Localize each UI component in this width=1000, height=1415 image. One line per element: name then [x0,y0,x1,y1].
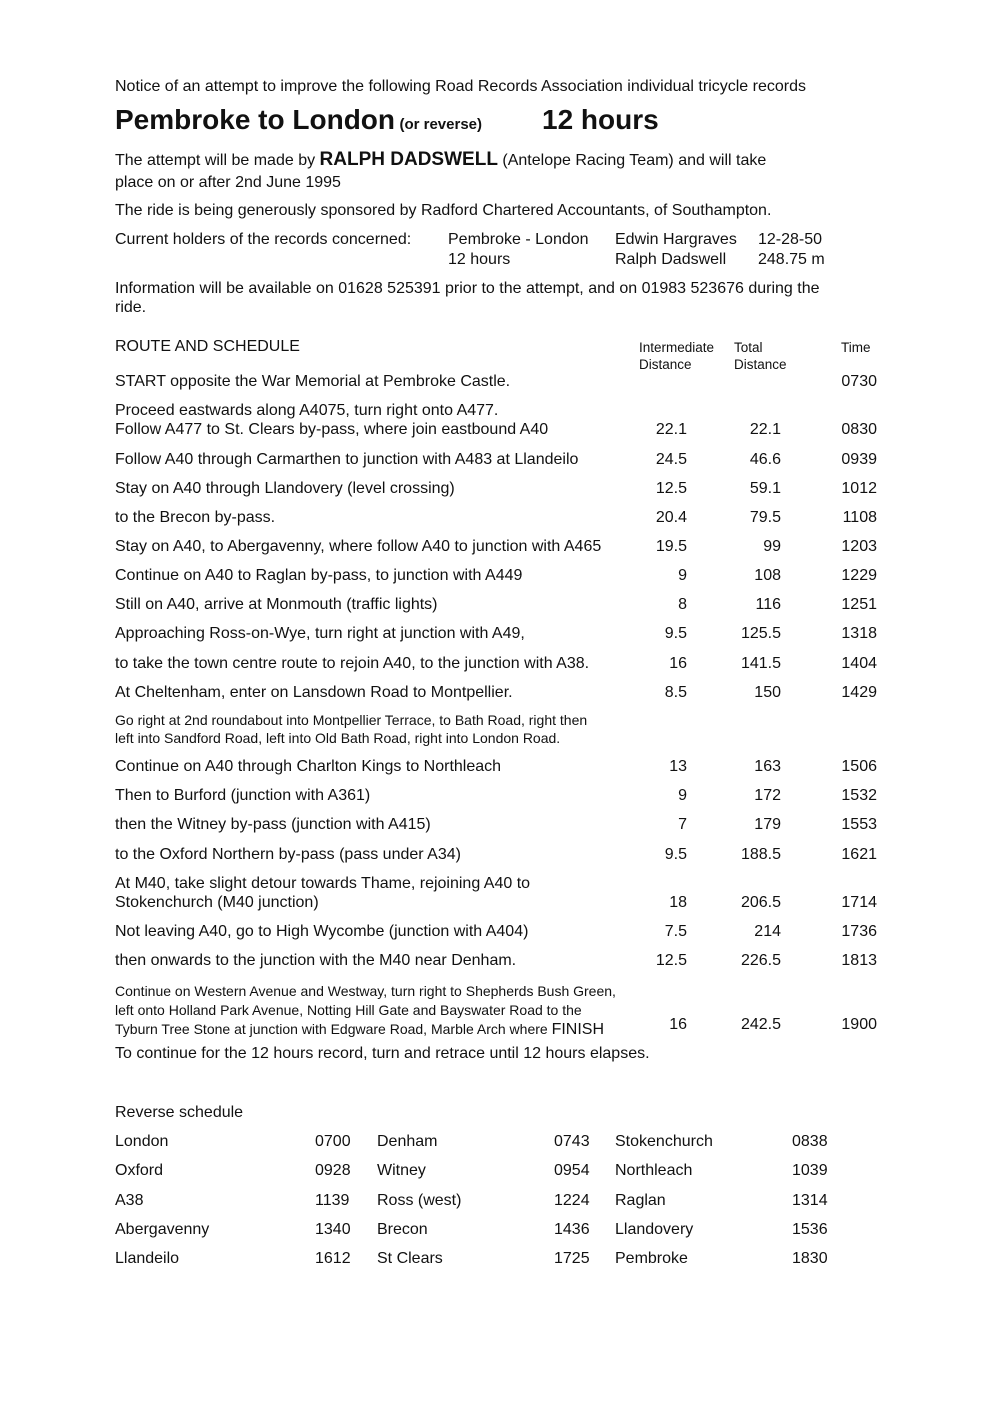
reverse-time: 1436 [554,1220,590,1238]
reverse-time: 1314 [792,1191,828,1209]
schedule-time: 0730 [841,373,877,390]
reverse-place: A38 [115,1191,144,1209]
route-description: Follow A40 through Carmarthen to junction with A483 at Llandeilo [115,451,579,468]
intermediate-distance: 13 [669,758,687,775]
col-intermediate-line2: Distance [639,357,692,372]
total-distance: 150 [754,684,781,701]
final-total: 242.5 [740,1016,781,1033]
reverse-place: Northleach [615,1162,693,1180]
route-heading: ROUTE AND SCHEDULE [115,338,300,355]
intermediate-distance: 9 [678,787,687,804]
continue-note: To continue for the 12 hours record, turn and retrace until 12 hours elapses. [115,1045,650,1062]
finish-word: FINISH [551,1021,605,1038]
schedule-time: 1532 [841,787,877,804]
route-description: Approaching Ross-on-Wye, turn right at junction with A49, [115,625,525,642]
reverse-place: Oxford [115,1162,164,1180]
total-distance: 226.5 [740,952,781,969]
col-total-line1: Total [734,340,763,355]
schedule-time: 1229 [841,567,877,584]
schedule-time: 0830 [841,421,877,438]
route-description: Follow A477 to St. Clears by-pass, where join eastbound A40 [115,421,549,438]
schedule-time: 1736 [841,923,877,940]
route-description: At M40, take slight detour towards Thame, rejoining A40 to [115,875,531,892]
holder-name: Ralph Dadswell [615,251,727,268]
schedule-time: 1012 [841,480,877,497]
info-line-2: ride. [115,299,147,316]
route-description: Still on A40, arrive at Monmouth (traffic lights) [115,596,438,613]
reverse-place: Denham [377,1133,438,1150]
holder-value: 12-28-50 [758,231,823,248]
route-description: then onwards to the junction with the M40 near Denham. [115,952,517,969]
intermediate-distance: 16 [669,655,687,672]
reverse-time: 0954 [554,1162,590,1180]
reverse-time: 1224 [554,1191,590,1209]
title-duration: 12 hours [542,104,659,135]
reverse-heading: Reverse schedule [115,1104,244,1121]
route-description: Stay on A40, to Abergavenny, where follow A40 to junction with A465 [115,538,602,555]
intermediate-distance: 7.5 [664,923,687,940]
reverse-place: St Clears [377,1250,443,1268]
total-distance: 214 [754,923,781,940]
reverse-place: Llandovery [615,1220,694,1238]
schedule-time: 1203 [841,538,877,555]
intermediate-distance: 9.5 [664,846,687,863]
route-description: Proceed eastwards along A4075, turn right onto A477. [115,402,499,419]
rider-name: RALPH DADSWELL [319,149,498,170]
attempt-line-1 [115,150,766,170]
schedule-time: 1621 [841,846,877,863]
reverse-time: 1139 [315,1191,350,1209]
final-row-text [115,982,616,1039]
reverse-time: 0743 [554,1133,590,1150]
reverse-time: 1830 [792,1250,828,1268]
attempt-suffix: (Antelope Racing Team) and will take [502,152,767,169]
page-title [115,104,482,136]
intermediate-distance: 8 [678,596,687,613]
intermediate-distance: 9.5 [664,625,687,642]
reverse-place: Ross (west) [377,1191,462,1209]
route-description: START opposite the War Memorial at Pembroke Castle. [115,373,511,390]
schedule-time: 1506 [841,758,877,775]
intermediate-distance: 19.5 [655,538,687,555]
title-main: Pembroke to London [115,104,395,135]
holder-record: 12 hours [448,251,511,268]
reverse-place: Llandeilo [115,1250,180,1268]
col-total-header [734,339,787,373]
intermediate-distance: 18 [669,894,687,911]
schedule-time: 1553 [841,816,877,833]
reverse-place: Witney [377,1162,426,1180]
reverse-place: London [115,1133,169,1150]
final-inter: 16 [669,1016,687,1033]
schedule-time: 1318 [841,625,877,642]
holders-label: Current holders of the records concerned: [115,231,412,248]
intermediate-distance: 9 [678,567,687,584]
sponsor-line: The ride is being generously sponsored by Radford Chartered Accountants, of Southampton. [115,202,772,219]
route-description: Go right at 2nd roundabout into Montpellier Terrace, to Bath Road, right then [115,712,588,728]
reverse-time: 1039 [792,1162,828,1180]
route-description: Not leaving A40, go to High Wycombe (junction with A404) [115,923,529,940]
attempt-prefix: The attempt will be made by [115,152,316,169]
schedule-time: 1251 [841,596,877,613]
holder-value: 248.75 m [758,251,825,268]
total-distance: 125.5 [740,625,781,642]
intermediate-distance: 24.5 [655,451,687,468]
notice-line: Notice of an attempt to improve the following Road Records Association individual tricycle records [115,78,806,95]
holder-record: Pembroke - London [448,231,589,248]
reverse-time: 1536 [792,1220,828,1238]
schedule-time: 1714 [841,894,877,911]
reverse-place: Abergavenny [115,1220,210,1238]
route-description: Stokenchurch (M40 junction) [115,894,319,911]
total-distance: 99 [763,538,781,555]
schedule-time: 1429 [841,684,877,701]
col-time-header: Time [841,340,871,355]
reverse-place: Pembroke [615,1250,688,1268]
col-intermediate-header [639,339,714,373]
reverse-time: 1340 [315,1220,351,1238]
total-distance: 163 [754,758,781,775]
holder-name: Edwin Hargraves [615,231,737,248]
schedule-time: 1404 [841,655,877,672]
reverse-time: 0838 [792,1133,828,1150]
total-distance: 188.5 [740,846,781,863]
total-distance: 116 [755,596,781,613]
intermediate-distance: 8.5 [664,684,687,701]
intermediate-distance: 12.5 [655,952,687,969]
final-line-1: Continue on Western Avenue and Westway, turn right to Shepherds Bush Green, [115,983,616,999]
route-description: Stay on A40 through Llandovery (level crossing) [115,480,455,497]
schedule-time: 0939 [841,451,877,468]
route-description: to take the town centre route to rejoin A40, to the junction with A38. [115,655,590,672]
total-distance: 179 [754,816,781,833]
total-distance: 22.1 [749,421,781,438]
reverse-time: 1725 [554,1250,590,1268]
col-total-line2: Distance [734,357,787,372]
final-line-2: left onto Holland Park Avenue, Notting Hill Gate and Bayswater Road to the [115,1002,582,1018]
reverse-time: 0928 [315,1162,351,1180]
final-time: 1900 [841,1016,877,1033]
schedule-time: 1108 [842,509,877,526]
total-distance: 108 [754,567,781,584]
reverse-place: Raglan [615,1191,666,1209]
reverse-place: Brecon [377,1220,428,1238]
route-description: Continue on A40 through Charlton Kings to Northleach [115,758,502,775]
final-line-3: Tyburn Tree Stone at junction with Edgware Road, Marble Arch where [115,1021,548,1037]
intermediate-distance: 22.1 [655,421,687,438]
total-distance: 59.1 [749,480,781,497]
reverse-time: 0700 [315,1133,351,1150]
total-distance: 206.5 [740,894,781,911]
route-description: Continue on A40 to Raglan by-pass, to junction with A449 [115,567,523,584]
intermediate-distance: 20.4 [655,509,687,526]
total-distance: 79.5 [749,509,781,526]
schedule-time: 1813 [841,952,877,969]
intermediate-distance: 7 [678,816,687,833]
route-description: then the Witney by-pass (junction with A415) [115,816,431,833]
route-description: to the Brecon by-pass. [115,509,276,526]
col-intermediate-line1: Intermediate [639,340,715,355]
total-distance: 46.6 [749,451,781,468]
route-description: Then to Burford (junction with A361) [115,787,371,804]
total-distance: 141.5 [740,655,781,672]
reverse-time: 1612 [315,1250,351,1268]
total-distance: 172 [754,787,781,804]
info-line-1: Information will be available on 01628 525391 prior to the attempt, and on 01983 523676 during the [115,280,820,297]
intermediate-distance: 12.5 [655,480,687,497]
title-qualifier: (or reverse) [399,116,482,133]
route-description: At Cheltenham, enter on Lansdown Road to Montpellier. [115,684,513,701]
attempt-line-2: place on or after 2nd June 1995 [115,174,341,191]
route-description: to the Oxford Northern by-pass (pass under A34) [115,846,461,863]
route-description: left into Sandford Road, left into Old Bath Road, right into London Road. [115,730,561,746]
reverse-place: Stokenchurch [615,1133,713,1150]
